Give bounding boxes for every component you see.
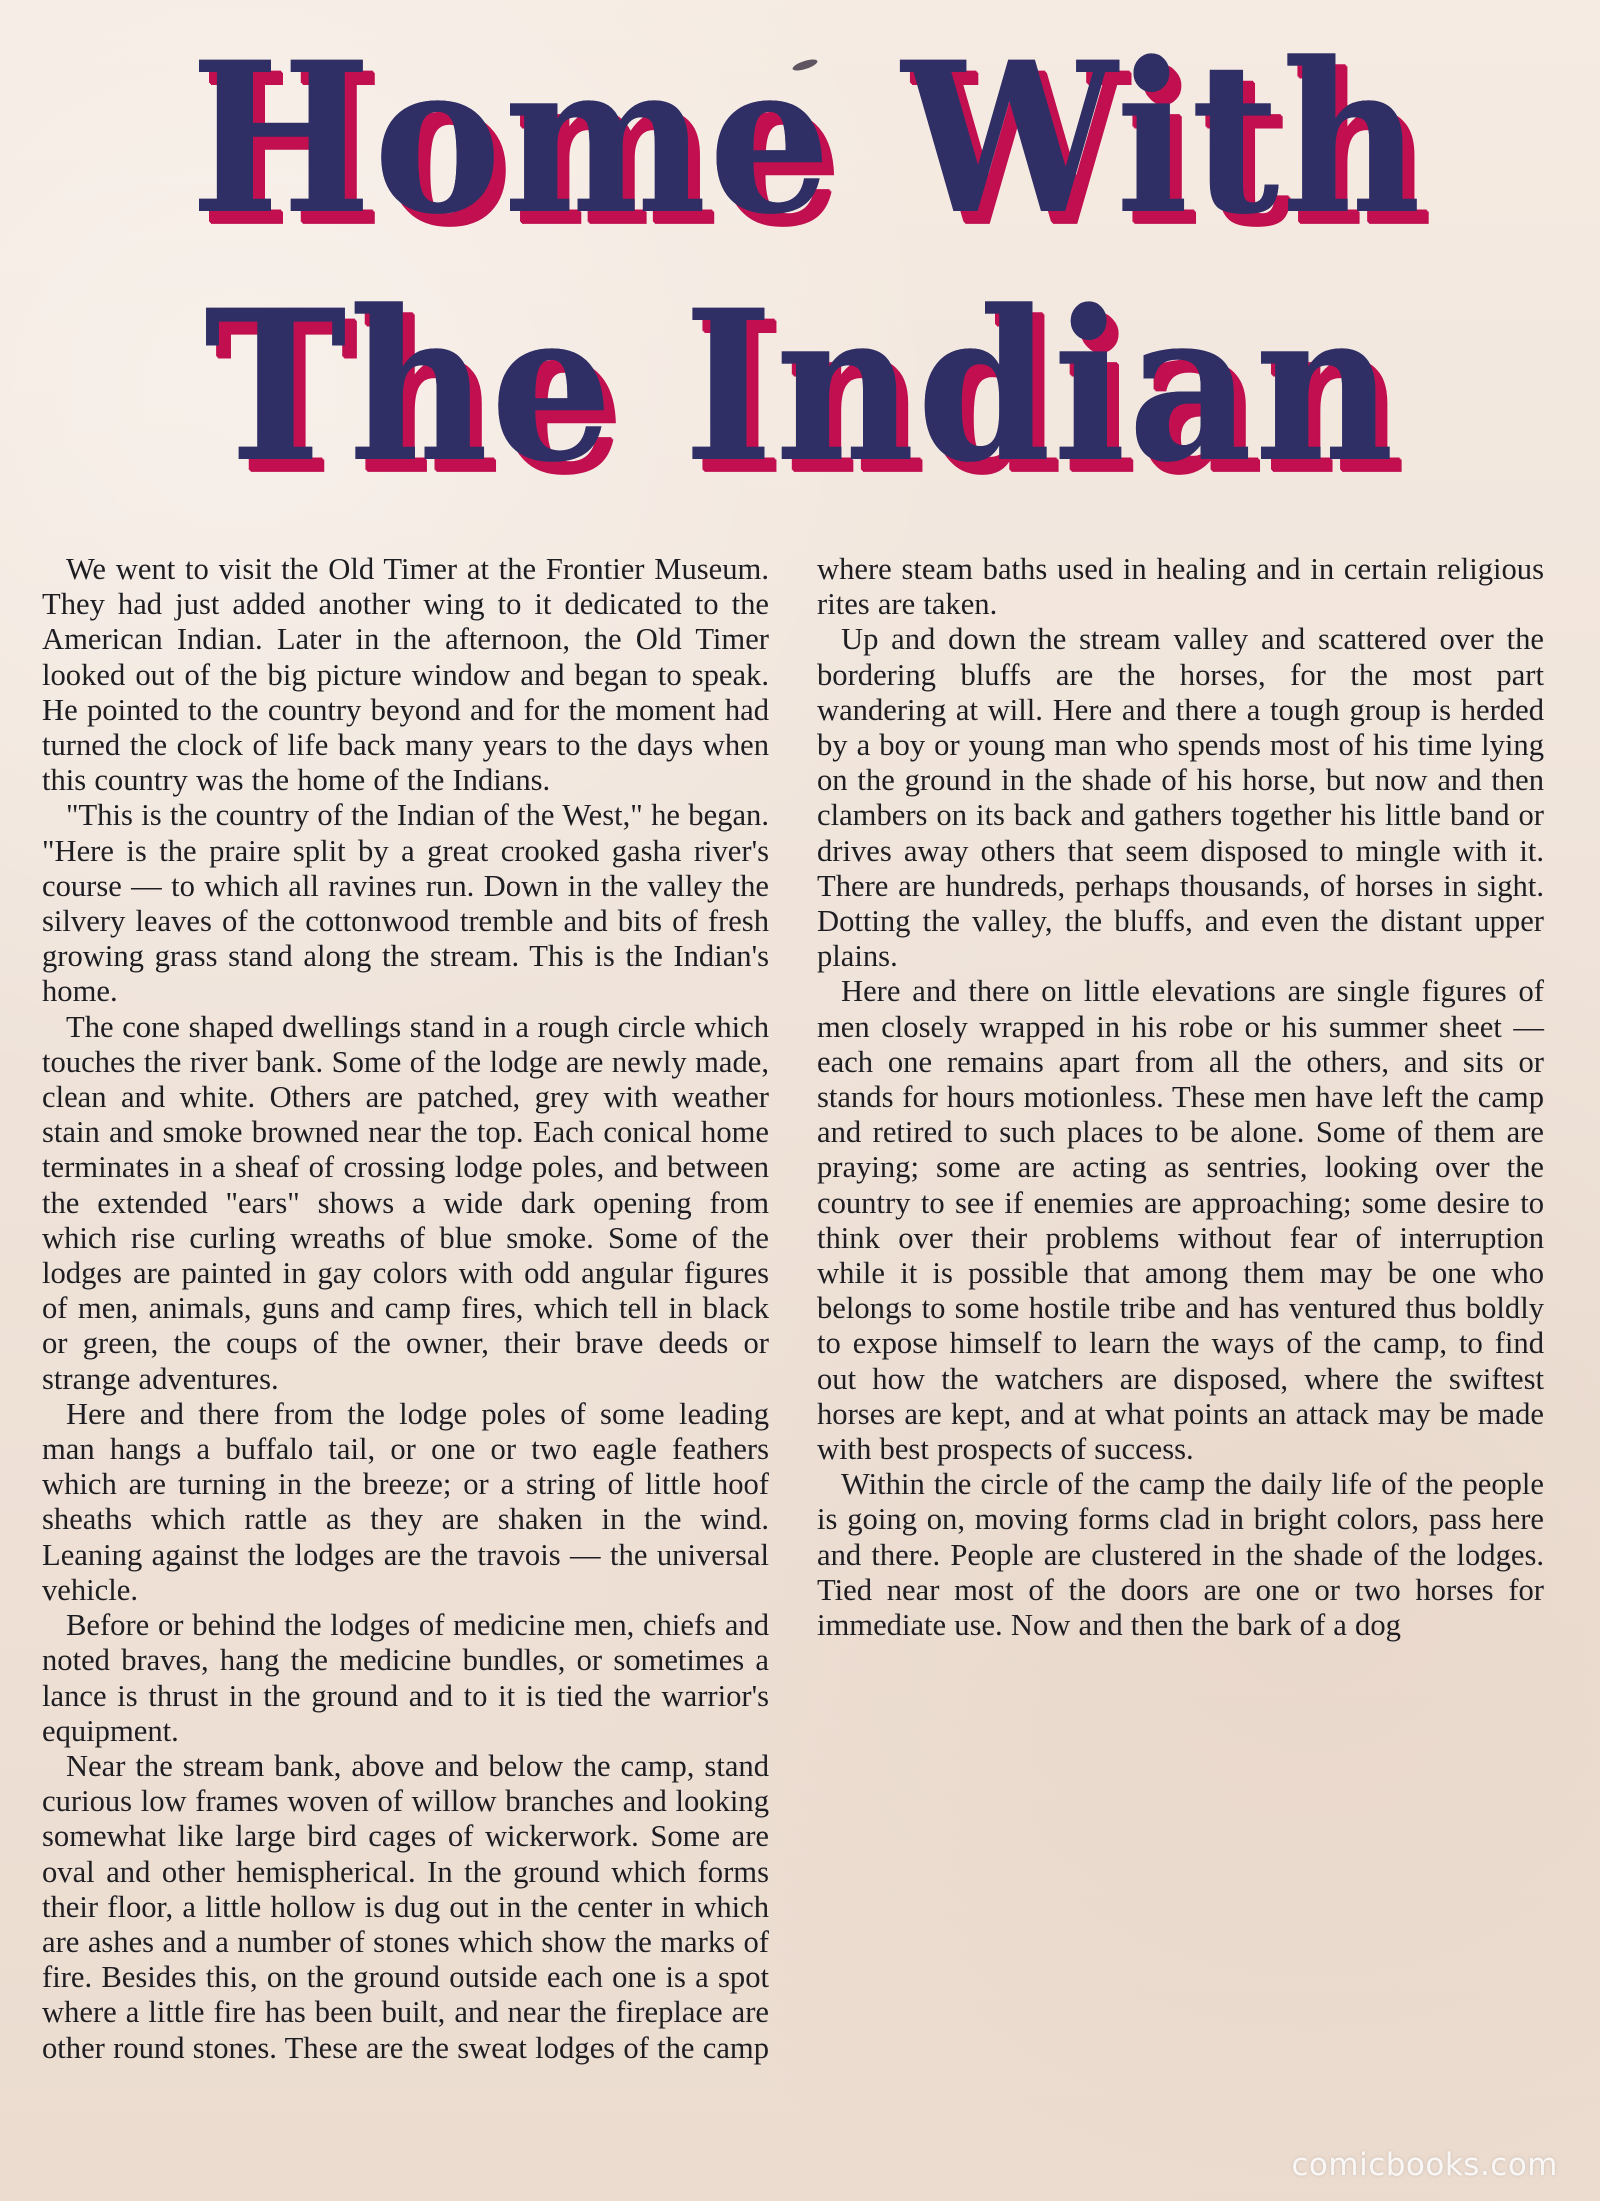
watermark: comicbooks.com [1291, 2147, 1558, 2183]
paragraph-8: Here and there on little elevations are single figures of men closely wrapped in his robe or his summer sheet — each one remains apart from all the others, and sits or stands for hours motionless. These men have left the camp and retired to such places to be alone. Some of them are praying; some are acting as sentries, looking over the country to see if enemies are approaching; some desire to think over their problems without fear of interruption while it is possible that among them may be one who belongs to some hostile tribe and has ventured thus boldly to expose himself to learn the ways of the camp, to find out how the watchers are disposed, where the swiftest horses are kept, and at what points an attack may be made with best prospects of success. [817, 974, 1544, 1467]
paragraph-5: Before or behind the lodges of medicine men, chiefs and noted braves, hang the medicine bundles, or sometimes a lance is thrust in the ground and to it is tied the warrior's equipment. [42, 1608, 769, 1748]
title-line-1: Home With [190, 17, 1424, 261]
paragraph-4: Here and there from the lodge poles of some leading man hangs a buffalo tail, or one or two eagle feathers which are turning in the breeze; or a string of little hoof sheaths which rattle as they are shaken in the wind. Leaning against the lodges are the travois — the universal vehicle. [42, 1396, 769, 1607]
paragraph-6: Near the stream bank, above and below the camp, stand curious low frames woven of willow branches and looking somewhat like large bird cages of wickerwork. Some are oval and other hemispherical. In the ground which forms their floor, a little hollow is dug out in the center in which are ashes and a number of stones which show the marks of fire. Besides this, on the ground outside each one is a spot where a little fire has been built, and near the fireplace are other round stones. These are the sweat lodges of the camp where steam baths used in healing and in certain religious rites are taken. [42, 552, 1544, 2065]
article-body [42, 552, 1544, 2122]
paragraph-9: Within the circle of the camp the daily life of the people is going on, moving forms clad in bright colors, pass here and there. People are clustered in the shade of the lodges. Tied near most of the doors are one or two horses for immediate use. Now and then the bark of a dog [817, 1467, 1544, 1643]
title-block [190, 17, 1424, 526]
paragraph-1: We went to visit the Old Timer at the Frontier Museum. They had just added another wing to it dedicated to the American Indian. Later in the afternoon, the Old Timer looked out of the big picture window and began to speak. He pointed to the country beyond and for the moment had turned the clock of life back many years to the days when this country was the home of the Indians. [42, 552, 769, 798]
title-line-2: The Indian [203, 265, 1397, 509]
paragraph-3: The cone shaped dwellings stand in a rough circle which touches the river bank. Some of the lodge are newly made, clean and white. Others are patched, grey with weather stain and smoke browned near the top. Each conical home terminates in a sheaf of crossing lodge poles, and between the extended "ears" shows a wide dark opening from which rise curling wreaths of blue smoke. Some of the lodges are painted in gay colors with odd angular figures of men, animals, guns and camp fires, which tell in black or green, the coups of the owner, their brave deeds or strange adventures. [42, 1009, 769, 1396]
paragraph-2: "This is the country of the Indian of the West," he began. "Here is the praire split by a great crooked gasha river's course — to which all ravines run. Down in the valley the silvery leaves of the cottonwood tremble and bits of fresh growing grass stand along the stream. This is the Indian's home. [42, 798, 769, 1009]
paragraph-7: Up and down the stream valley and scattered over the bordering bluffs are the horses, for the most part wandering at will. Here and there a tough group is herded by a boy or young man who spends most of his time lying on the ground in the shade of his horse, but now and then clambers on its back and gathers together his little band or drives away others that seem disposed to mingle with it. There are hundreds, perhaps thousands, of horses in sight. Dotting the valley, the bluffs, and even the distant upper plains. [817, 622, 1544, 974]
